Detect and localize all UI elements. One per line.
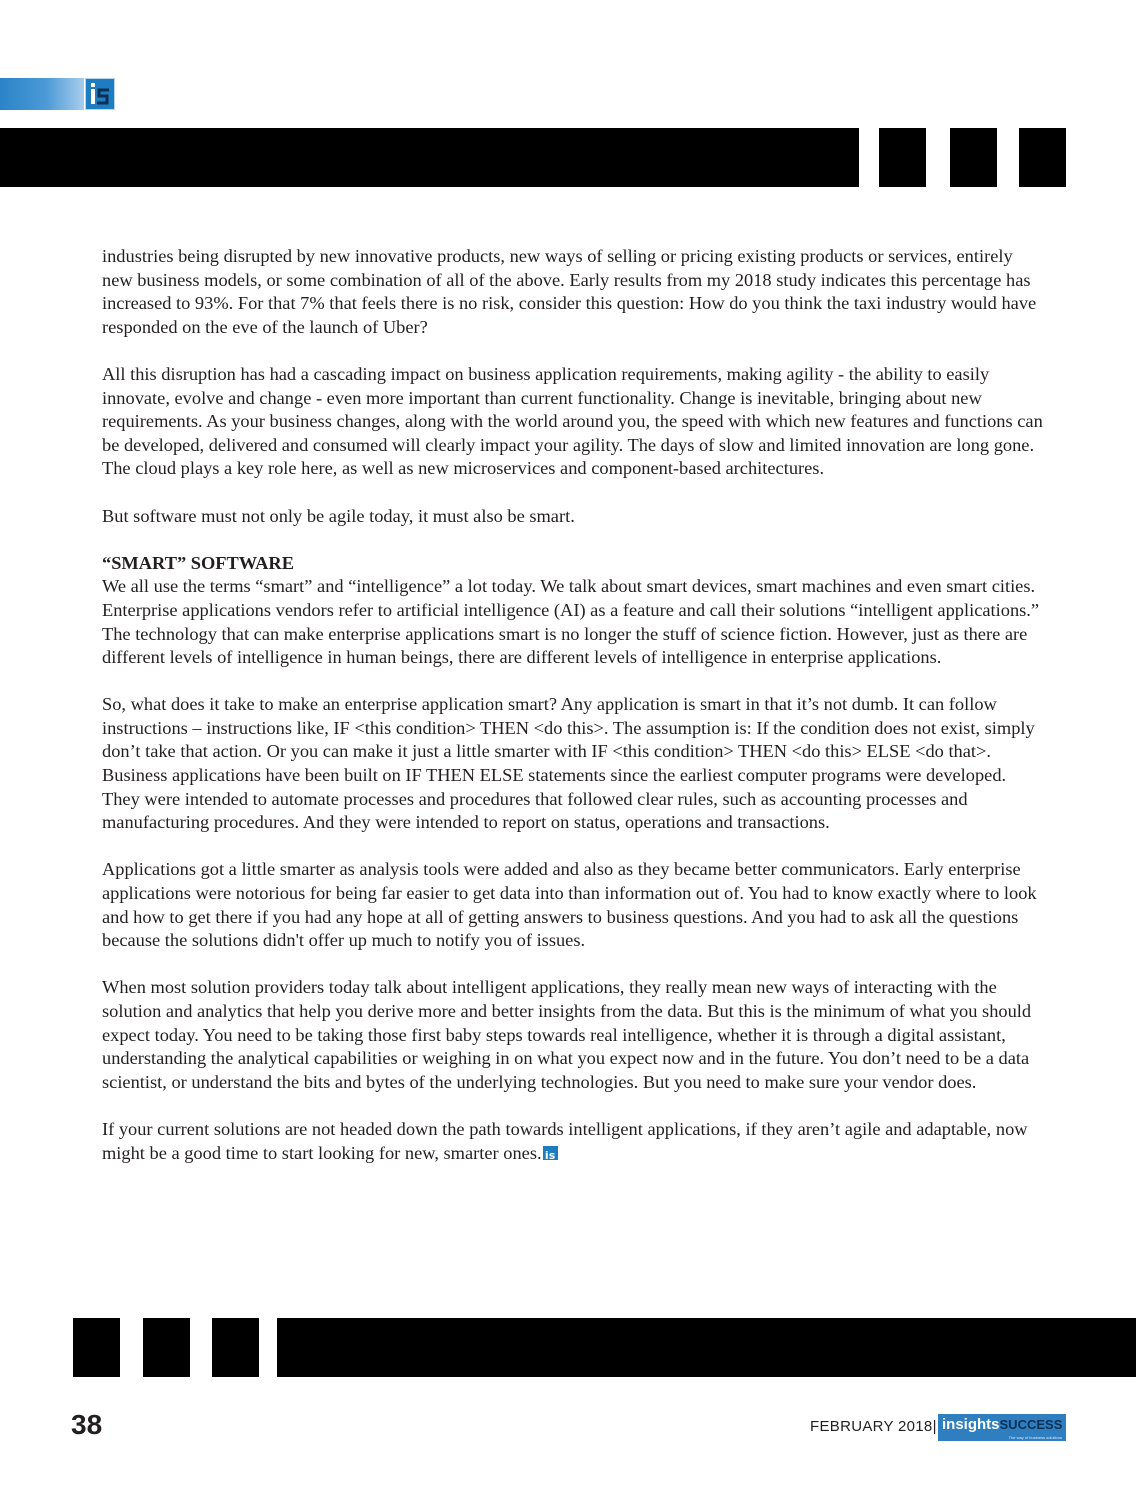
article-paragraph: So, what does it take to make an enterprise application smart? Any application is smart in that it’s not dumb. It can follow instructions – instructions like, IF <this condition> THEN <do this>. The assumption is: If the condition does not exist, simply don’t take that action. Or you can make it just a little smarter with IF <this condition> THEN <do this> ELSE <do that>. Business applications have been built on IF THEN ELSE statements since the earliest computer programs were developed. They were intended to automate processes and procedures that followed clear rules, such as accounting processes and manufacturing procedures. And they were intended to report on status, operations and transactions. bbox=[102, 694, 1035, 833]
section-heading: “SMART” SOFTWARE bbox=[102, 552, 294, 573]
end-of-article-icon bbox=[543, 1146, 558, 1160]
footer-block-2 bbox=[143, 1318, 190, 1377]
brand-logo-icon bbox=[85, 78, 115, 110]
article-paragraph: When most solution providers today talk about intelligent applications, they really mean new ways of interacting with the solution and analytics that help you derive more and better insights from the data. But this is the minimum of what you should expect today. You need to be taking those first baby steps towards real intelligence, whether it is through a digital assistant, understanding the analytical capabilities or weighing in on what you expect now and in the future. You don’t need to be a data scientist, or understand the bits and bytes of the underlying technologies. But you need to make sure your vendor does. bbox=[102, 977, 1032, 1092]
brand-name-part2: SUCCESS bbox=[999, 1417, 1063, 1432]
header-gradient-strip bbox=[0, 78, 84, 110]
article-paragraph: We all use the terms “smart” and “intelligence” a lot today. We talk about smart devices, smart machines and even smart cities. Enterprise applications vendors refer to artificial intelligence (AI) as a feature and call their solutions “intelligent applications.” The technology that can make enterprise applications smart is no longer the stuff of science fiction. However, just as there are different levels of intelligence in human beings, there are different levels of intelligence in enterprise applications. bbox=[102, 576, 1040, 668]
article-paragraph: Applications got a little smarter as analysis tools were added and also as they became better communicators. Early enterprise applications were notorious for being far easier to get data into than information out of. You had to know exactly where to look and how to get there if you had any hope at all of getting answers to business questions. And you had to ask all the questions because the solutions didn't offer up much to notify you of issues. bbox=[102, 859, 1037, 951]
article-body bbox=[102, 245, 1047, 1189]
header-block-2 bbox=[950, 128, 997, 187]
header-black-bar bbox=[0, 128, 859, 187]
brand-tagline: The way of business solutions bbox=[1008, 1435, 1062, 1440]
issue-date: FEBRUARY 2018| bbox=[810, 1418, 937, 1435]
footer-block-3 bbox=[212, 1318, 259, 1377]
footer-block-1 bbox=[73, 1318, 120, 1377]
header-block-1 bbox=[879, 128, 926, 187]
footer-black-bar bbox=[277, 1318, 1136, 1377]
article-paragraph: All this disruption has had a cascading impact on business application requirements, making agility - the ability to easily innovate, evolve and change - even more important than current functionality. Change is inevitable, bringing about new requirements. As your business changes, along with the world around you, the speed with which new features and functions can be developed, delivered and consumed will clearly impact your agility. The days of slow and limited innovation are long gone. The cloud plays a key role here, as well as new microservices and component-based architectures. bbox=[102, 363, 1043, 479]
article-paragraph: industries being disrupted by new innovative products, new ways of selling or pricing existing products or services, entirely new business models, or some combination of all of the above. Early results from my 2018 study indicates this percentage has increased to 93%. For that 7% that feels there is no risk, consider this question: How do you think the taxi industry would have responded on the eve of the launch of Uber? bbox=[102, 246, 1037, 337]
page-number: 38 bbox=[71, 1409, 103, 1440]
magazine-brand-logo bbox=[938, 1414, 1066, 1441]
brand-name-part1: insights bbox=[942, 1416, 1000, 1433]
header-block-3 bbox=[1019, 128, 1066, 187]
article-paragraph: But software must not only be agile today, it must also be smart. bbox=[102, 505, 575, 526]
closing-paragraph bbox=[102, 1118, 1047, 1165]
end-mark-label: is bbox=[544, 1148, 556, 1162]
closing-text: If your current solutions are not headed down the path towards intelligent applications, if they aren’t agile and adaptable, now might be a good time to start looking for new, smarter ones. bbox=[102, 1118, 1028, 1163]
